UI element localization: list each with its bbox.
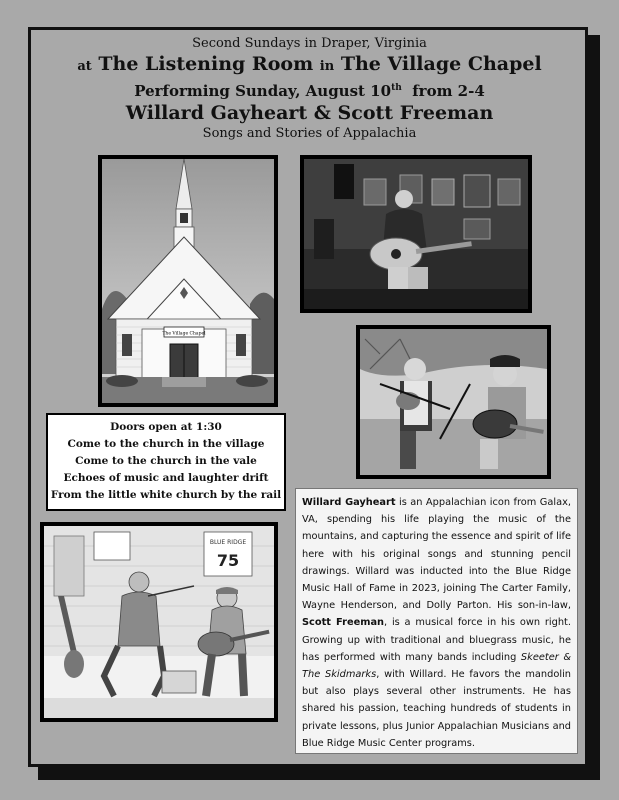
lyric-line-4: From the little white church by the rail: [50, 489, 282, 501]
bio-text-box: [295, 488, 578, 754]
doors-info-box: [46, 413, 286, 511]
bio-band-name: Skeeter & The Skidmarks: [302, 651, 571, 681]
bio-text-1: is an Appalachian icon from Galax, VA, spending his life playing the music of the mountains, and capturing the essence and spirit of life here with his original songs and stunning pencil drawings. Willard was inducted into the Blue Ridge Music Hall of Fame in 2023, joining The Carter Family, Wayne Henderson, and Dolly Parton. His son-in-law,: [302, 497, 571, 612]
series-line: Second Sundays in Draper, Virginia: [192, 36, 427, 51]
duo-photo: [356, 325, 551, 479]
bio-name-scott: Scott Freeman: [302, 617, 385, 629]
guitarist-photo: [300, 155, 532, 313]
church-photo: [98, 155, 278, 407]
subtitle-line: Songs and Stories of Appalachia: [202, 126, 417, 141]
lyric-line-3: Echoes of music and laughter drift: [63, 472, 269, 484]
bio-text-2: , is a musical force in his own right. Growing up with traditional and bluegrass music, he has performed with many bands including: [302, 617, 571, 663]
lyric-line-2: Come to the church in the vale: [75, 455, 257, 467]
date-line: Performing Sunday, August 10th from 2-4: [134, 82, 485, 100]
doors-open-line: Doors open at 1:30: [110, 421, 222, 433]
venue-line: at The Listening Room in The Village Chapel: [77, 53, 542, 75]
drawing-number-text: 75: [216, 551, 240, 570]
drawing-sign-text: BLUE RIDGE: [209, 539, 247, 546]
lyric-line-1: Come to the church in the village: [67, 438, 265, 450]
bio-text-3: , with Willard. He favors the mandolin but also plays several other instruments. He has shared his passion, teaching hundreds of students in private lessons, plus Junior Appalachian Musicians and Blue Ridge Music Center programs.: [302, 669, 571, 749]
venue-name: The Listening Room: [98, 53, 314, 75]
bio-name-willard: Willard Gayheart: [302, 497, 396, 508]
pencil-drawing: [40, 522, 278, 722]
flyer-header: [0, 35, 619, 143]
performers-line: Willard Gayheart & Scott Freeman: [125, 102, 494, 124]
church-sign-text: The Village Chapel: [162, 331, 206, 337]
chapel-name: The Village Chapel: [340, 53, 542, 75]
